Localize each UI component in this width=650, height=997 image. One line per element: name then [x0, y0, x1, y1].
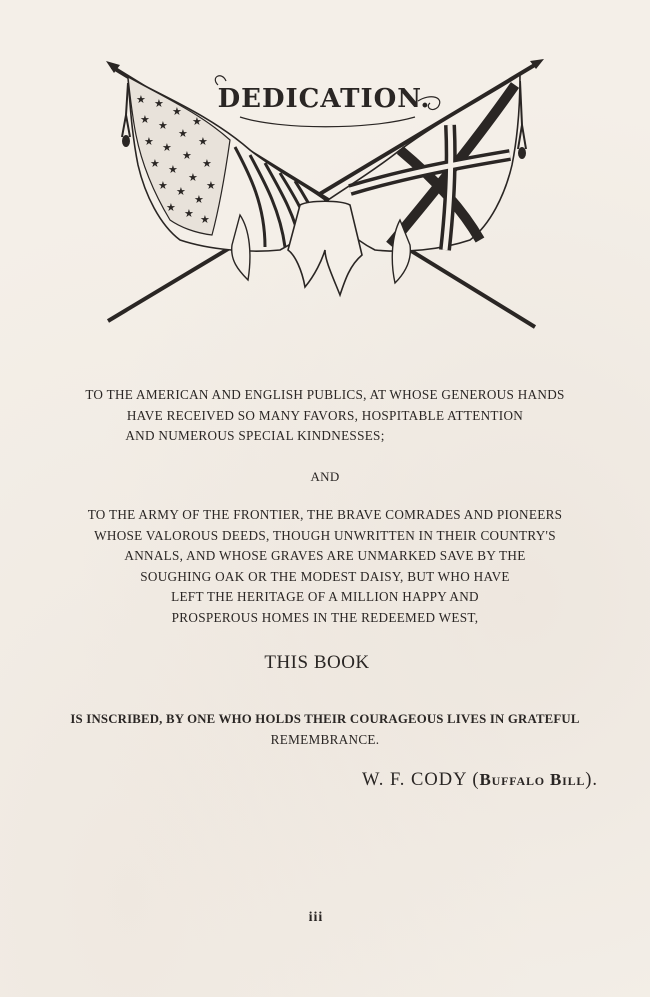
text-line: TO THE AMERICAN AND ENGLISH PUBLICS, AT WHOSE GENEROUS HANDS — [85, 387, 565, 402]
svg-text:★: ★ — [182, 149, 192, 162]
svg-text:★: ★ — [178, 127, 188, 140]
text-line: TO THE ARMY OF THE FRONTIER, THE BRAVE COMRADES AND PIONEERS — [87, 507, 563, 522]
text-line: REMEMBRANCE. — [270, 731, 380, 747]
svg-text:★: ★ — [162, 141, 172, 154]
text-line: ANNALS, AND WHOSE GRAVES ARE UNMARKED SAVE BY THE — [124, 548, 526, 563]
dedication-paragraph-inscribed — [0, 709, 650, 750]
svg-text:★: ★ — [136, 93, 146, 106]
svg-text:★: ★ — [154, 97, 164, 110]
conjunction-and — [0, 467, 650, 488]
svg-text:★: ★ — [158, 179, 168, 192]
page-number: iii — [308, 910, 324, 925]
this-book-heading: THIS BOOK — [264, 652, 370, 673]
dedication-title: DEDICATION. — [217, 84, 431, 114]
svg-text:★: ★ — [144, 135, 154, 148]
svg-text:★: ★ — [150, 157, 160, 170]
dedication-paragraph-publics — [0, 385, 650, 447]
signature-name: W. F. CODY ( — [361, 770, 480, 790]
text-line: AND NUMEROUS SPECIAL KINDNESSES; — [125, 428, 385, 443]
svg-text:★: ★ — [202, 157, 212, 170]
text-line: PROSPEROUS HOMES IN THE REDEEMED WEST, — [171, 609, 479, 625]
svg-text:★: ★ — [158, 119, 168, 132]
svg-text:★: ★ — [200, 213, 210, 226]
text-line: LEFT THE HERITAGE OF A MILLION HAPPY AND — [171, 589, 479, 604]
svg-text:★: ★ — [140, 113, 150, 126]
signature-nickname: Buffalo Bill — [479, 770, 586, 789]
text-line: HAVE RECEIVED SO MANY FAVORS, HOSPITABLE ATTENTION — [126, 407, 524, 423]
svg-text:★: ★ — [166, 201, 176, 214]
svg-text:★: ★ — [198, 135, 208, 148]
svg-text:★: ★ — [194, 193, 204, 206]
text-line: WHOSE VALOROUS DEEDS, THOUGH UNWRITTEN IN THEIR COUNTRY'S — [94, 527, 556, 543]
svg-text:★: ★ — [188, 171, 198, 184]
crossed-flags-icon — [100, 55, 550, 340]
svg-text:★: ★ — [172, 105, 182, 118]
text-line: AND — [310, 469, 340, 484]
svg-text:★: ★ — [176, 185, 186, 198]
text-line: SOUGHING OAK OR THE MODEST DAISY, BUT WHO HAVE — [140, 568, 510, 584]
svg-text:★: ★ — [206, 179, 216, 192]
signature-end: ). — [585, 770, 598, 790]
text-line: IS INSCRIBED, BY ONE WHO HOLDS THEIR COURAGEOUS LIVES IN GRATEFUL — [70, 712, 580, 726]
svg-text:★: ★ — [192, 115, 202, 128]
svg-text:★: ★ — [168, 163, 178, 176]
svg-text:★: ★ — [184, 207, 194, 220]
dedication-paragraph-army — [0, 505, 650, 628]
author-signature — [362, 770, 598, 791]
